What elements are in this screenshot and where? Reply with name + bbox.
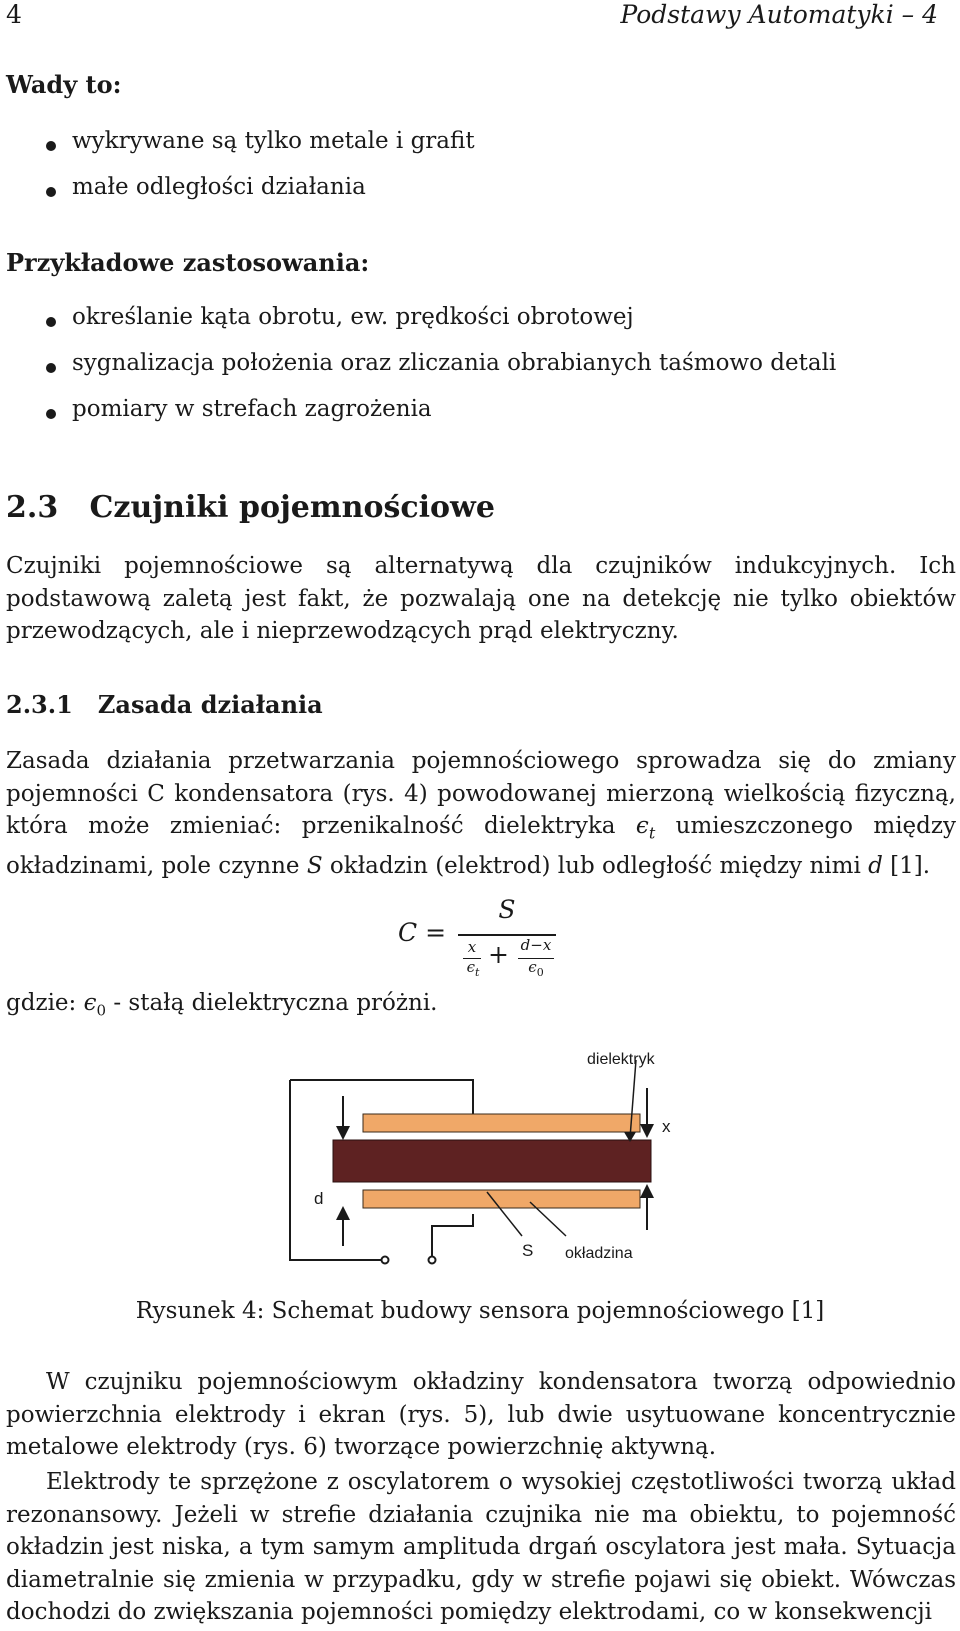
dielectric-block [333,1140,651,1182]
wire-bottom [432,1214,473,1260]
subsection-title: Zasada działania [97,690,323,719]
subscript: t [648,823,656,843]
text-run: Zasada działania przetwarzania pojemnościowego sprowadza się do zmiany pojemności C kondensatora (rys. 4) powodowanej mierzoną wielkością fizyczną, która może zmieniać: przenikalność dielektryka [6,748,956,839]
inner-denominator [516,958,556,979]
subscript: 0 [96,1001,107,1020]
defects-title: Wady to: [6,70,122,99]
wire-top [290,1080,473,1114]
label-d: d [314,1189,324,1208]
epsilon-symbol: ϵ [83,990,97,1016]
list-item: pomiary w strefach zagrożenia [72,396,432,422]
inner-denominator [462,958,484,979]
terminal-right [429,1257,436,1264]
d-arrow-head-bottom [336,1206,350,1220]
plus-sign: + [488,940,509,969]
symbol-S: S [306,853,323,880]
symbol-d: d [868,853,883,880]
subsection-heading [6,690,323,719]
list-item: określanie kąta obrotu, ew. prędkości obrotowej [72,304,634,330]
body-paragraph-2: Elektrody te sprzężone z oscylatorem o wysokiej częstotliwości tworzą układ rezonansowy. Jeżeli w strefie działania czujnika nie ma obiektu, to pojemność okładzin jest niska, a tym samym amplituda drgań oscylatora jest mała. Sytuacja diametralnie się zmienia w przypadku, gdy w strefie pojawi się obiekt. Wówczas dochodzi do zwiększania pojemności pomiędzy elektrodami, co w konsekwencji [6,1469,956,1625]
section-title: Czujniki pojemnościowe [89,490,495,525]
equation-numerator: S [498,895,516,924]
text-run: okładzin (elektrod) lub odległość między nimi [322,853,869,880]
section-number: 2.3 [6,490,59,525]
top-plate [363,1114,640,1132]
running-title: Podstawy Automatyki – 4 [620,0,938,29]
page-number: 4 [6,0,22,29]
text-run: [1]. [882,853,931,880]
applications-title: Przykładowe zastosowania: [6,248,370,277]
text-run: umieszczonego między okładzinami, pole czynne [6,813,956,880]
text-run: gdzie: [6,990,84,1016]
list-item: wykrywane są tylko metale i grafit [72,128,475,154]
subscript: t [474,966,480,979]
label-plate: okładzina [565,1245,633,1262]
list-item: małe odległości działania [72,174,366,200]
capacitor-diagram [0,1040,960,1280]
bottom-plate [363,1190,640,1208]
x-arrow-head-bottom [640,1184,654,1198]
subscript: 0 [536,966,544,979]
label-dielectric: dielektryk [587,1051,655,1068]
d-arrow-head-top [336,1126,350,1140]
principle-paragraph [6,745,956,883]
list-item: sygnalizacja położenia oraz zliczania obrabianych taśmowo detali [72,350,837,376]
inner-numerator-dx: d−x [520,936,552,954]
x-arrow-head-top [640,1124,654,1138]
epsilon-symbol: ϵ [528,958,537,976]
terminal-left [382,1257,389,1264]
body-paragraph-1: W czujniku pojemnościowym okładziny kondensatora tworzą odpowiednio powierzchnia elektrody i ekran (rys. 5), lub dwie usytuowane koncentrycznie metalowe elektrody (rys. 6) tworzące powierzchnię aktywną. [6,1369,956,1460]
equation-lhs: C = [398,918,447,947]
inner-numerator-x: x [467,938,477,956]
section-intro: Czujniki pojemnościowe są alternatywą dla czujników indukcyjnych. Ich podstawową zaletą jest fakt, że pozwalają one na detekcję nie tylko obiektów przewodzących, ale i nieprzewodzących prąd elektryczny. [6,553,956,644]
text-run: - stałą dielektryczna próżni. [106,990,438,1016]
subsection-number: 2.3.1 [6,690,73,719]
epsilon-symbol: ϵ [466,958,475,976]
label-x: x [662,1117,671,1136]
label-S: S [522,1241,534,1260]
figure-caption: Rysunek 4: Schemat budowy sensora pojemnościowego [1] [135,1298,825,1324]
where-line [6,990,438,1020]
section-heading [6,490,495,525]
epsilon-symbol: ϵ [635,813,649,839]
